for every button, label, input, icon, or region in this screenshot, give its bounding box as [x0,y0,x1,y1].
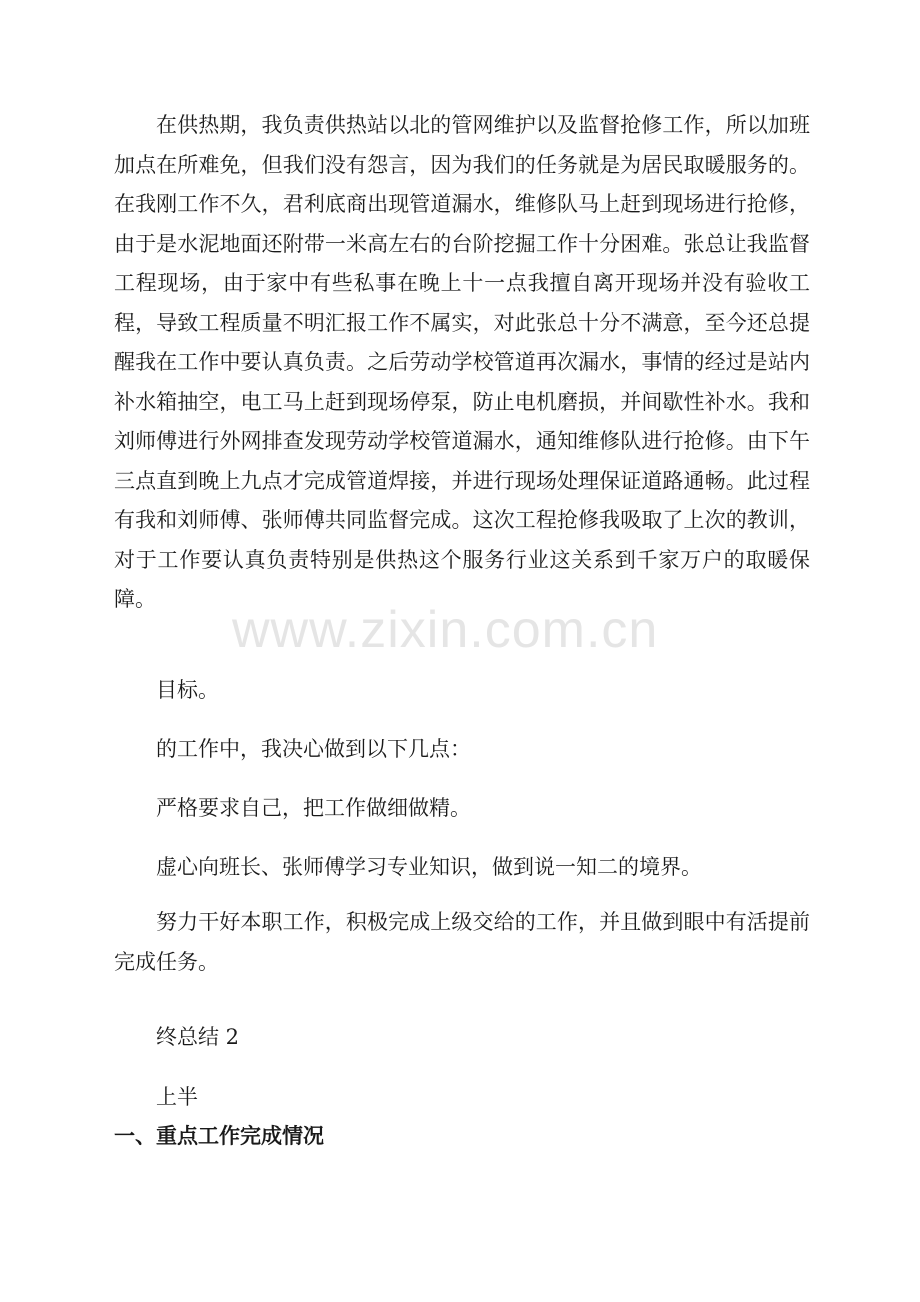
paragraph-point-strict: 严格要求自己，把工作做细做精。 [156,796,471,820]
paragraph-first-half: 上半 [156,1085,198,1109]
paragraph-resolution-intro: 的工作中，我决心做到以下几点： [156,737,471,761]
paragraph-point-learn: 虚心向班长、张师傅学习专业知识，做到说一知二的境界。 [156,855,702,879]
watermark: www.zixin.com.cn [232,601,659,659]
section-heading: 一、重点工作完成情况 [114,1124,324,1148]
paragraph-summary-2: 终总结 2 [156,1025,240,1049]
paragraph-point-work: 努力干好本职工作，积极完成上级交给的工作，并且做到眼中有活提前完成任务。 [114,910,810,974]
paragraph-goal: 目标。 [156,678,219,702]
paragraph-heating-maintenance: 在供热期，我负责供热站以北的管网维护以及监督抢修工作，所以加班加点在所难免，但我们没有怨言，因为我们的任务就是为居民取暖服务的。在我刚工作不久，君利底商出现管道漏水，维修队马上赶到现场进行抢修，由于是水泥地面还附带一米高左右的台阶挖掘工作十分困难。张总让我监督工程现场，由于家中有些私事在晚上十一点我擅自离开现场并没有验收工程，导致工程质量不明汇报工作不属实，对此张总十分不满意，至今还总提醒我在工作中要认真负责。之后劳动学校管道再次漏水，事情的经过是站内补水箱抽空，电工马上赶到现场停泵，防止电机磨损，并间歇性补水。我和刘师傅进行外网排查发现劳动学校管道漏水，通知维修队进行抢修。由下午三点直到晚上九点才完成管道焊接，并进行现场处理保证道路通畅。此过程有我和刘师傅、张师傅共同监督完成。这次工程抢修我吸取了上次的教训，对于工作要认真负责特别是供热这个服务行业这关系到千家万户的取暖保障。 [114,113,810,611]
